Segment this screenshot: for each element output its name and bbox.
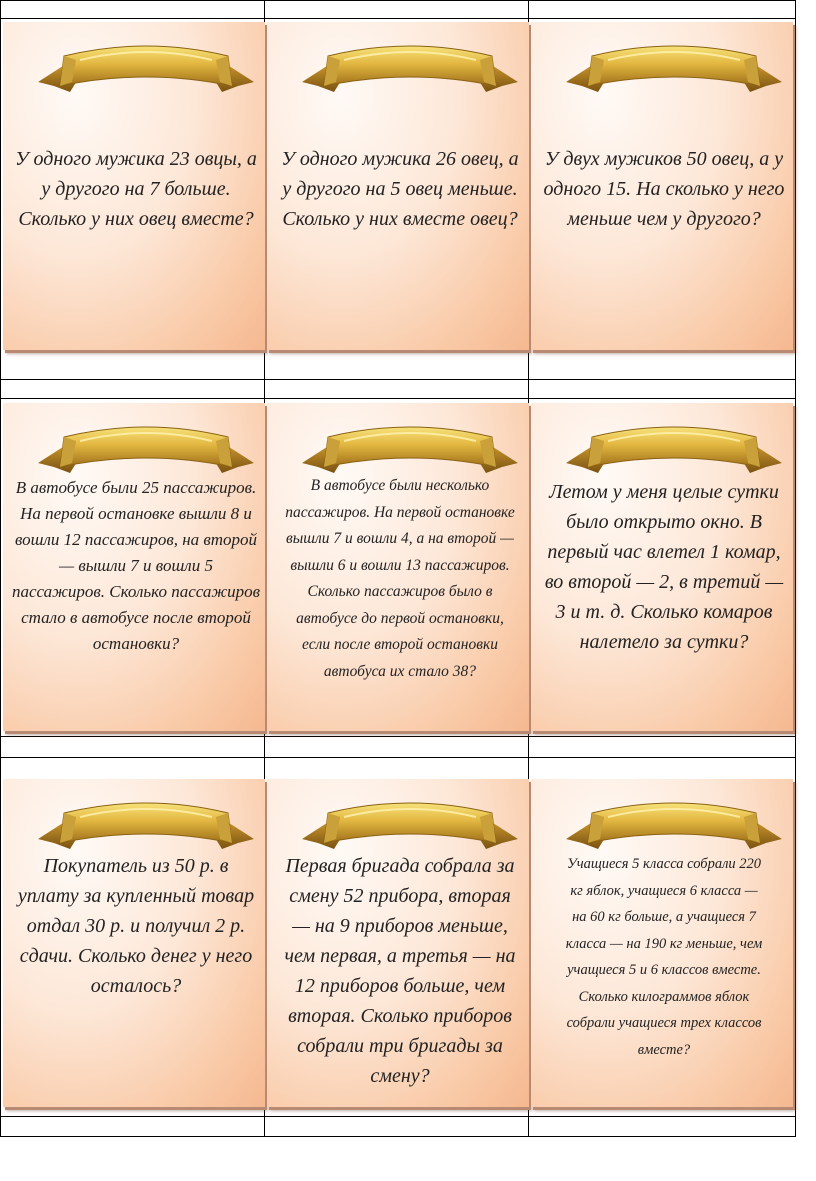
text-line: В автобусе были несколько: [310, 477, 490, 494]
text-line: вышли 7 и вошли 4, а на второй —: [286, 530, 514, 547]
text-line: пассажиров. Сколько пассажиров: [11, 582, 261, 601]
table-rule: [0, 1116, 796, 1117]
text-line: если после второй остановки: [302, 636, 498, 653]
text-line: на 60 кг больше, а учащиеся 7: [572, 909, 756, 925]
text-line: — на 9 приборов меньше,: [292, 915, 508, 937]
text-line: автобуса их стало 38?: [323, 662, 477, 680]
ribbon-banner-icon: [36, 787, 256, 855]
ribbon-banner-icon: [300, 787, 520, 855]
task-text: [267, 851, 529, 1091]
table-border-right: [795, 0, 796, 1137]
text-line: пассажиров. На первой остановке: [285, 503, 515, 521]
text-line: у другого на 5 овец меньше.: [282, 178, 518, 200]
task-text: [3, 475, 265, 657]
text-line: собрали три бригады за: [297, 1035, 503, 1057]
text-line: стало в автобусе после второй: [21, 608, 251, 627]
text-line: вышли 6 и вошли 13 пассажиров.: [290, 556, 510, 574]
task-card: [531, 403, 793, 731]
text-line: учащиеся 5 и 6 классов вместе.: [567, 962, 761, 978]
text-line: осталось?: [90, 975, 182, 997]
text-line: У одного мужика 23 овцы, а: [15, 148, 257, 170]
task-text: [3, 851, 265, 1001]
text-line: вместе?: [637, 1041, 691, 1058]
table-rule: [0, 736, 796, 737]
text-line: смену?: [370, 1065, 430, 1087]
text-line: На первой остановке вышли 8 и: [20, 504, 252, 523]
text-line: отдал 30 р. и получил 2 р.: [26, 915, 246, 937]
task-card: [3, 779, 265, 1107]
table-rule: [0, 0, 796, 1]
text-line: налетело за сутки?: [579, 631, 749, 653]
task-text: [531, 477, 793, 657]
text-line: первый час влетел 1 комар,: [547, 541, 781, 563]
text-line: 12 приборов больше, чем: [294, 975, 506, 997]
ribbon-banner-icon: [36, 411, 256, 479]
text-line: — вышли 7 и вошли 5: [59, 556, 213, 575]
text-line: У одного мужика 26 овец, а: [281, 148, 519, 170]
text-line: смену 52 прибора, вторая: [289, 885, 511, 907]
task-card: [531, 22, 793, 350]
text-line: У двух мужиков 50 овец, а у: [544, 148, 784, 170]
table-border-left: [0, 0, 1, 1137]
text-line: во второй — 2, в третий —: [544, 571, 784, 593]
text-line: чем первая, а третья — на: [284, 945, 516, 967]
text-line: класса — на 190 кг меньше, чем: [565, 935, 763, 952]
text-line: Первая бригада собрала за: [285, 855, 515, 877]
text-line: автобусе до первой остановки,: [296, 609, 504, 627]
ribbon-banner-icon: [300, 411, 520, 479]
text-line: Летом у меня целые сутки: [549, 481, 779, 503]
text-line: сдачи. Сколько денег у него: [19, 945, 253, 967]
ribbon-banner-icon: [564, 787, 784, 855]
ribbon-banner-icon: [36, 30, 256, 98]
text-line: кг яблок, учащиеся 6 класса —: [570, 882, 758, 899]
table-rule: [0, 398, 796, 399]
text-line: было открыто окно. В: [566, 511, 762, 533]
text-line: Сколько пассажиров было в: [307, 583, 493, 600]
task-card: [267, 403, 529, 731]
text-line: В автобусе были 25 пассажиров.: [15, 478, 257, 497]
text-line: Покупатель из 50 р. в: [43, 855, 229, 877]
text-line: 3 и т. д. Сколько комаров: [555, 601, 773, 623]
text-line: вторая. Сколько приборов: [288, 1005, 512, 1027]
task-text: [531, 144, 793, 234]
ribbon-banner-icon: [300, 30, 520, 98]
text-line: уплату за купленный товар: [17, 885, 255, 907]
text-line: собрали учащиеся трех классов: [566, 1015, 762, 1031]
task-card: [267, 22, 529, 350]
task-text: [267, 473, 529, 685]
task-card: [3, 22, 265, 350]
task-card: [3, 403, 265, 731]
text-line: Сколько у них вместе овец?: [282, 208, 518, 230]
ribbon-banner-icon: [564, 411, 784, 479]
table-rule: [0, 1136, 796, 1137]
task-card: [267, 779, 529, 1107]
text-line: меньше чем у другого?: [567, 208, 761, 230]
text-line: Сколько килограммов яблок: [578, 988, 750, 1005]
text-line: одного 15. На сколько у него: [543, 178, 785, 200]
text-line: Сколько у них овец вместе?: [18, 208, 254, 230]
table-rule: [0, 18, 796, 19]
table-rule: [0, 757, 796, 758]
text-line: Учащиеся 5 класса собрали 220: [566, 856, 762, 872]
task-text: [3, 144, 265, 234]
text-line: вошли 12 пассажиров, на второй: [14, 530, 258, 549]
ribbon-banner-icon: [564, 30, 784, 98]
task-card: [531, 779, 793, 1107]
text-line: у другого на 7 больше.: [41, 178, 231, 200]
task-text: [267, 144, 529, 234]
text-line: остановки?: [92, 634, 180, 653]
table-rule: [0, 379, 796, 380]
task-text: [531, 851, 793, 1063]
